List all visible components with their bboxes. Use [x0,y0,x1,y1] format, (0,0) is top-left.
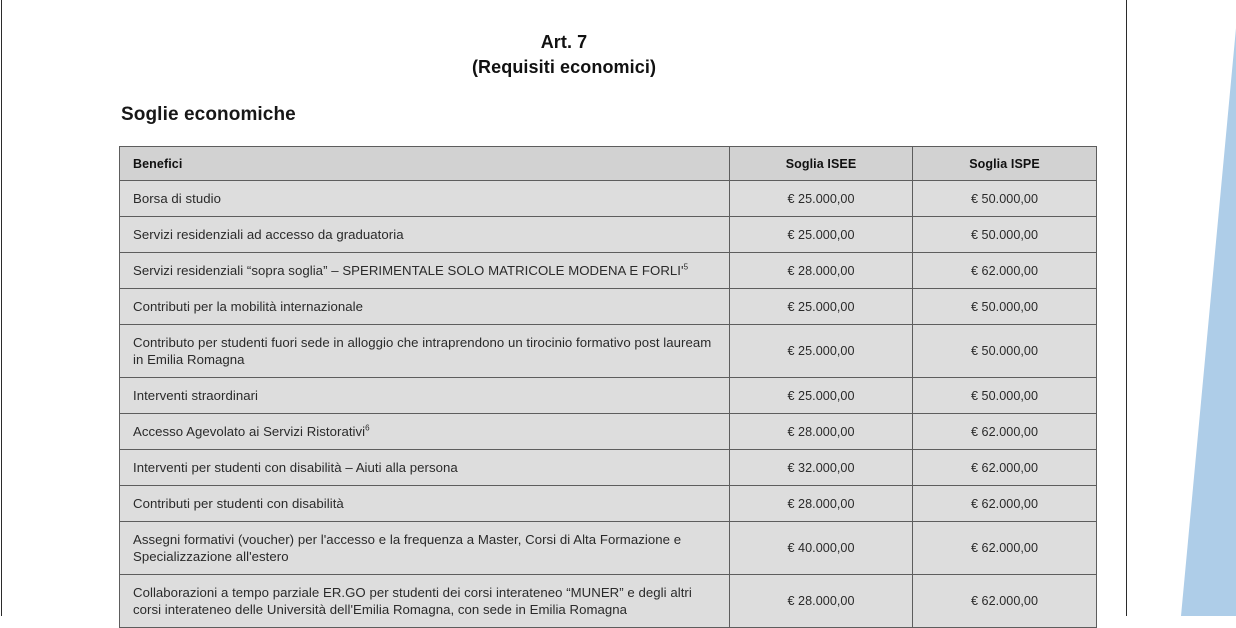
footnote-marker: 5 [683,262,689,272]
title-line-2: (Requisiti economici) [471,57,657,77]
benefit-label: Contributi per la mobilità internazionale [120,289,730,325]
slide-content [2,0,1126,616]
table-row [120,217,1097,253]
benefit-label: Contributi per studenti con disabilità [120,486,730,522]
isee-threshold-value: € 25.000,00 [730,181,913,217]
ispe-threshold-value: € 62.000,00 [913,253,1097,289]
isee-threshold-value: € 28.000,00 [730,486,913,522]
isee-threshold-value: € 28.000,00 [730,414,913,450]
ispe-threshold-value: € 50.000,00 [913,289,1097,325]
ispe-threshold-value: € 50.000,00 [913,181,1097,217]
footnote-marker: 6 [365,423,370,433]
table-body [120,181,1097,628]
isee-threshold-value: € 40.000,00 [730,522,913,575]
ispe-threshold-value: € 62.000,00 [913,450,1097,486]
table-row [120,486,1097,522]
benefit-label: Assegni formativi (voucher) per l'accesso e la frequenza a Master, Corsi di Alta Formazione e Specializzazione all'estero [120,522,730,575]
table-row [120,181,1097,217]
benefit-label: Interventi per studenti con disabilità – Aiuti alla persona [120,450,730,486]
page-title [2,30,1126,80]
column-header-soglia-ispe: Soglia ISPE [913,147,1097,181]
isee-threshold-value: € 28.000,00 [730,253,913,289]
table-row [120,378,1097,414]
column-header-benefici: Benefici [120,147,730,181]
table-row [120,253,1097,289]
benefit-label: Servizi residenziali ad accesso da graduatoria [120,217,730,253]
ispe-threshold-value: € 62.000,00 [913,575,1097,628]
isee-threshold-value: € 25.000,00 [730,217,913,253]
isee-threshold-value: € 25.000,00 [730,325,913,378]
title-line-1: Art. 7 [540,32,588,52]
table-row [120,575,1097,628]
table-row [120,325,1097,378]
table-row [120,450,1097,486]
ispe-threshold-value: € 50.000,00 [913,325,1097,378]
isee-threshold-value: € 28.000,00 [730,575,913,628]
benefit-label: Collaborazioni a tempo parziale ER.GO per studenti dei corsi interateneo “MUNER” e degli altri corsi interateneo delle Università dell'Emilia Romagna, con sede in Emilia Romagna [120,575,730,628]
slide-right-border [1126,0,1127,616]
decorative-blue-wedge [1116,0,1236,616]
table-row [120,522,1097,575]
benefit-label: Accesso Agevolato ai Servizi Ristorativi$^6$ [120,414,730,450]
ispe-threshold-value: € 62.000,00 [913,522,1097,575]
economic-thresholds-table [119,146,1097,628]
ispe-threshold-value: € 62.000,00 [913,414,1097,450]
isee-threshold-value: € 25.000,00 [730,378,913,414]
isee-threshold-value: € 25.000,00 [730,289,913,325]
benefit-label: Borsa di studio [120,181,730,217]
benefit-label: Interventi straordinari [120,378,730,414]
table-header-row [120,147,1097,181]
section-heading: Soglie economiche [121,104,296,125]
ispe-threshold-value: € 62.000,00 [913,486,1097,522]
table-row [120,289,1097,325]
table-row [120,414,1097,450]
ispe-threshold-value: € 50.000,00 [913,378,1097,414]
benefit-label: Contributo per studenti fuori sede in alloggio che intraprendono un tirocinio formativo post lauream in Emilia Romagna [120,325,730,378]
isee-threshold-value: € 32.000,00 [730,450,913,486]
benefit-label: Servizi residenziali “sopra soglia” – SPERIMENTALE SOLO MATRICOLE MODENA E $FORLI'^5$ [120,253,730,289]
ispe-threshold-value: € 50.000,00 [913,217,1097,253]
column-header-soglia-isee: Soglia ISEE [730,147,913,181]
